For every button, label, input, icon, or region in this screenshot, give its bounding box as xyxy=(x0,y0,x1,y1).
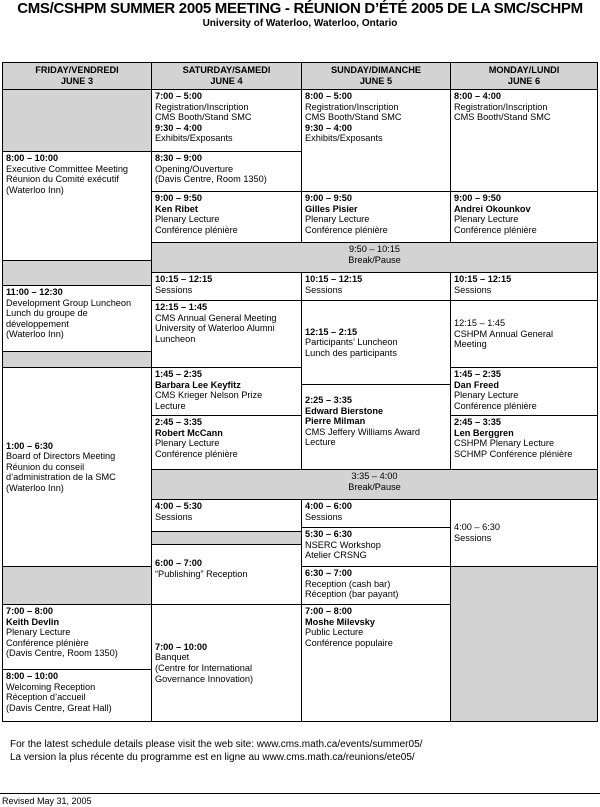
time: 2:45 – 3:35 xyxy=(155,417,202,427)
location: (Davis Centre, Great Hall) xyxy=(6,702,112,713)
time: 12:15 – 1:45 xyxy=(454,318,506,329)
sun-milevsky-lecture xyxy=(301,604,451,722)
mon-berggren-lecture xyxy=(450,415,598,470)
event-fr: Atelier CRSNG xyxy=(305,550,367,561)
location: CMS Booth/Stand SMC xyxy=(155,112,252,123)
event: Plenary Lecture xyxy=(6,627,71,638)
event-fr: Lunch du groupe de xyxy=(6,308,88,319)
event: Plenary Lecture xyxy=(454,390,519,401)
sat-opening xyxy=(151,151,302,192)
sat-sessions-morning xyxy=(151,272,302,301)
event-fr-2: d’administration de la SMC xyxy=(6,472,116,483)
location: (Davis Centre, Room 1350) xyxy=(155,174,267,185)
event-fr: SCHMP Conférence plénière xyxy=(454,448,573,459)
mon-cshpm-agm xyxy=(450,300,598,368)
mon-sessions-afternoon xyxy=(450,499,598,567)
time-2: 9:30 – 4:00 xyxy=(305,122,352,133)
event: CMS Krieger Nelson Prize xyxy=(155,390,263,401)
event-2: Meeting xyxy=(454,339,487,350)
time: 7:00 – 5:00 xyxy=(155,91,202,101)
time: 8:00 – 4:00 xyxy=(454,91,501,101)
event: Registration/Inscription xyxy=(454,101,548,112)
event-fr: Réunion du conseil xyxy=(6,461,85,472)
time: 9:00 – 9:50 xyxy=(305,193,352,203)
event-2: Lecture xyxy=(305,437,336,448)
event: Development Group Luncheon xyxy=(6,297,132,308)
event-2: Exhibits/Exposants xyxy=(155,133,233,144)
time: 4:00 – 6:00 xyxy=(305,501,352,511)
time: 10:15 – 12:15 xyxy=(454,274,512,284)
sun-sessions-morning xyxy=(301,272,451,301)
time: 7:00 – 8:00 xyxy=(305,606,352,616)
footer-line-en: For the latest schedule details please visit the web site: www.cms.math.ca/events/summer05/ xyxy=(10,739,423,750)
day-name: SATURDAY/SAMEDI xyxy=(182,65,271,75)
speaker: Andrei Okounkov xyxy=(454,203,531,214)
speaker: Moshe Milevsky xyxy=(305,616,375,627)
time: 5:30 – 6:30 xyxy=(305,529,352,539)
fri-welcoming-reception xyxy=(2,669,152,722)
time: 6:30 – 7:00 xyxy=(305,568,352,578)
fri-development-luncheon xyxy=(2,285,152,352)
event-fr: Conférence plénière xyxy=(305,224,388,235)
time: 2:45 – 3:35 xyxy=(454,417,501,427)
event: Reception (cash bar) xyxy=(305,578,391,589)
location-2: Governance Innovation) xyxy=(155,673,254,684)
event-fr: Conférence plénière xyxy=(155,448,238,459)
day-date: JUNE 5 xyxy=(359,75,393,86)
event-fr: Lunch des participants xyxy=(305,347,397,358)
day-date: JUNE 4 xyxy=(210,75,243,86)
event: Executive Committee Meeting xyxy=(6,163,129,174)
event: Plenary Lecture xyxy=(305,214,370,225)
speaker-2: Pierre Milman xyxy=(305,416,366,427)
event-2: Exhibits/Exposants xyxy=(305,133,383,144)
event: Public Lecture xyxy=(305,627,364,638)
event: CMS Jeffery Williams Award xyxy=(305,426,421,437)
day-date: JUNE 6 xyxy=(507,75,541,86)
sat-mccann-lecture xyxy=(151,415,302,470)
time: 6:00 – 7:00 xyxy=(155,558,202,568)
break-afternoon xyxy=(151,469,598,500)
time: 2:25 – 3:35 xyxy=(305,395,352,405)
speaker: Barbara Lee Keyfitz xyxy=(155,379,241,390)
speaker: Ken Ribet xyxy=(155,203,198,214)
speaker: Keith Devlin xyxy=(6,616,60,627)
location: CMS Booth/Stand SMC xyxy=(454,112,551,123)
event: Plenary Lecture xyxy=(454,214,519,225)
event-fr-2: développement xyxy=(6,318,69,329)
time: 9:00 – 9:50 xyxy=(155,193,202,203)
event: NSERC Workshop xyxy=(305,539,381,550)
time: 12:15 – 2:15 xyxy=(305,326,358,337)
mon-blank-1 xyxy=(450,566,598,722)
time: 4:00 – 5:30 xyxy=(155,501,202,511)
fri-blank-2 xyxy=(2,260,152,286)
sat-registration xyxy=(151,89,302,152)
fri-blank-3 xyxy=(2,351,152,368)
event: Welcoming Reception xyxy=(6,681,96,692)
event: Sessions xyxy=(155,511,193,522)
page-title: CMS/CSHPM SUMMER 2005 MEETING - RÉUNION D’ÉTÉ 2005 DE LA SMC/SCHPM xyxy=(17,0,583,17)
time: 8:30 – 9:00 xyxy=(155,153,202,163)
time: 1:45 – 2:35 xyxy=(155,369,202,379)
location: (Centre for International xyxy=(155,663,253,673)
event: Plenary Lecture xyxy=(155,438,220,449)
event-fr: Conférence plénière xyxy=(155,224,238,235)
footer-line-fr: La version la plus récente du programme est en ligne au www.cms.math.ca/reunions/ete05/ xyxy=(10,752,415,763)
event: Sessions xyxy=(155,284,193,295)
sat-keyfitz-lecture xyxy=(151,367,302,416)
footer-note xyxy=(10,738,422,764)
event-fr: Conférence plénière xyxy=(454,224,537,235)
event: Plenary Lecture xyxy=(155,214,220,225)
time-2: 9:30 – 4:00 xyxy=(155,122,202,133)
time: 10:15 – 12:15 xyxy=(305,274,363,284)
event: CMS Annual General Meeting xyxy=(155,312,277,323)
event: Break/Pause xyxy=(348,481,401,492)
event: Sessions xyxy=(454,284,492,295)
event: Registration/Inscription xyxy=(305,101,399,112)
mon-freed-lecture xyxy=(450,367,598,416)
header-saturday xyxy=(151,62,302,90)
location: CMS Booth/Stand SMC xyxy=(305,112,402,123)
time: 8:00 – 5:00 xyxy=(305,91,352,101)
speaker: Robert McCann xyxy=(155,427,223,438)
sat-banquet xyxy=(151,604,302,722)
location: (Davis Centre, Room 1350) xyxy=(6,648,118,659)
fri-devlin-lecture xyxy=(2,604,152,670)
event: CSHPM Plenary Lecture xyxy=(454,438,555,449)
sat-ribet-lecture xyxy=(151,191,302,243)
speaker: Len Berggren xyxy=(454,427,514,438)
footer-divider xyxy=(0,793,600,794)
location: (Waterloo Inn) xyxy=(6,184,64,195)
time: 9:00 – 9:50 xyxy=(454,193,501,203)
sun-participants-luncheon xyxy=(301,300,451,385)
header-monday xyxy=(450,62,598,90)
event-fr: Réception d’accueil xyxy=(6,692,86,703)
time: 7:00 – 10:00 xyxy=(155,641,208,652)
location: (Waterloo Inn) xyxy=(6,329,64,340)
revision-date: Revised May 31, 2005 xyxy=(2,796,92,806)
event: CSHPM Annual General xyxy=(454,328,554,339)
fri-executive-meeting xyxy=(2,151,152,261)
sun-pisier-lecture xyxy=(301,191,451,243)
fri-board-meeting xyxy=(2,367,152,567)
sat-publishing-reception xyxy=(151,544,302,605)
time: 8:00 – 10:00 xyxy=(6,153,59,163)
mon-sessions-morning xyxy=(450,272,598,301)
time: 9:50 – 10:15 xyxy=(348,244,401,254)
day-date: JUNE 3 xyxy=(60,75,94,86)
page-subtitle: University of Waterloo, Waterloo, Ontario xyxy=(202,18,398,29)
event-3: Luncheon xyxy=(155,333,196,344)
speaker: Dan Freed xyxy=(454,379,499,390)
event: Board of Directors Meeting xyxy=(6,451,116,462)
event: Participants’ Luncheon xyxy=(305,337,398,348)
event: Sessions xyxy=(305,511,343,522)
event: “Publishing” Reception xyxy=(155,568,248,579)
day-name: FRIDAY/VENDREDI xyxy=(35,65,119,75)
event: Registration/Inscription xyxy=(155,101,249,112)
event: Banquet xyxy=(155,652,190,663)
sat-agm-luncheon xyxy=(151,300,302,368)
time: 10:15 – 12:15 xyxy=(155,274,213,284)
event: Break/Pause xyxy=(348,254,401,265)
event-fr: Conférence populaire xyxy=(305,637,393,648)
fri-blank-4 xyxy=(2,566,152,605)
event: Opening/Ouverture xyxy=(155,163,234,174)
day-name: MONDAY/LUNDI xyxy=(488,65,560,75)
sat-sessions-afternoon xyxy=(151,499,302,532)
time: 3:35 – 4:00 xyxy=(351,471,398,481)
day-name: SUNDAY/DIMANCHE xyxy=(330,65,421,75)
event-fr: Conférence plénière xyxy=(454,400,537,411)
time: 8:00 – 10:00 xyxy=(6,671,59,681)
sun-reception xyxy=(301,566,451,605)
event-fr: Réunion du Comité exécutif xyxy=(6,174,119,185)
event-fr: Réception (bar payant) xyxy=(305,589,399,600)
time: 4:00 – 6:30 xyxy=(454,522,500,533)
schedule-grid xyxy=(2,62,598,722)
event-2: Lecture xyxy=(155,400,186,411)
time: 7:00 – 8:00 xyxy=(6,606,53,616)
sun-sessions-afternoon xyxy=(301,499,451,528)
time: 11:00 – 12:30 xyxy=(6,287,63,297)
mon-registration xyxy=(450,89,598,192)
break-morning xyxy=(151,242,598,273)
location: (Waterloo Inn) xyxy=(6,482,64,493)
sun-nserc-workshop xyxy=(301,527,451,567)
event-fr: Conférence plénière xyxy=(6,637,89,648)
event-2: University of Waterloo Alumni xyxy=(155,323,275,334)
header-friday xyxy=(2,62,152,90)
event: Sessions xyxy=(454,533,492,543)
event: Sessions xyxy=(305,284,343,295)
time: 1:00 – 6:30 xyxy=(6,440,53,451)
speaker: Edward Bierstone xyxy=(305,405,384,416)
mon-okounkov-lecture xyxy=(450,191,598,243)
time: 1:45 – 2:35 xyxy=(454,369,501,379)
sun-bierstone-lecture xyxy=(301,384,451,470)
time: 12:15 – 1:45 xyxy=(155,302,208,312)
speaker: Gilles Pisier xyxy=(305,203,358,214)
header-sunday xyxy=(301,62,451,90)
sun-registration xyxy=(301,89,451,192)
sat-blank-1 xyxy=(151,531,302,545)
fri-blank-1 xyxy=(2,89,152,152)
